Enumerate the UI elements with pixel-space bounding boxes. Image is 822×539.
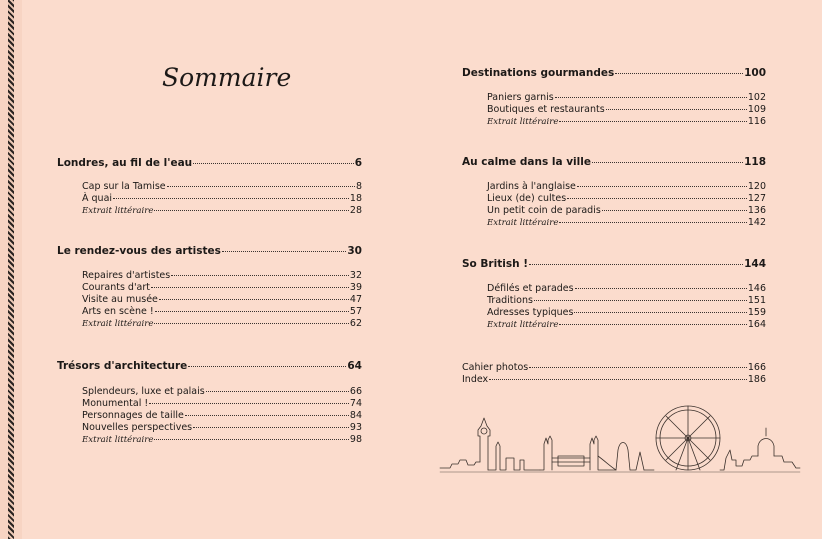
toc-entry[interactable]: À quai 18 <box>57 192 362 204</box>
page-title <box>160 54 292 98</box>
toc-entry[interactable]: Traditions 151 <box>462 294 766 306</box>
toc-entry[interactable]: Repaires d'artistes 32 <box>57 269 362 281</box>
toc-entry[interactable]: Boutiques et restaurants 109 <box>462 103 766 115</box>
toc-entry-literary[interactable]: Extrait littéraire 116 <box>462 115 766 127</box>
toc-entry[interactable]: Arts en scène ! 57 <box>57 305 362 317</box>
toc-entry-literary[interactable]: Extrait littéraire 164 <box>462 318 766 330</box>
london-skyline-illustration <box>440 400 800 480</box>
toc-left-section-1 <box>57 155 362 216</box>
toc-section-entry[interactable]: Le rendez-vous des artistes 30 <box>57 245 362 257</box>
spine-cord <box>8 0 14 539</box>
toc-appendix-entry[interactable]: Index 186 <box>462 373 766 385</box>
toc-entry-literary[interactable]: Extrait littéraire 98 <box>57 433 362 445</box>
toc-entry[interactable]: Cap sur la Tamise 8 <box>57 180 362 192</box>
toc-entry[interactable]: Personnages de taille 84 <box>57 409 362 421</box>
toc-right-section-1 <box>462 65 766 127</box>
toc-entry[interactable]: Défilés et parades 146 <box>462 282 766 294</box>
toc-entry[interactable]: Lieux (de) cultes 127 <box>462 192 766 204</box>
sommaire-script-title <box>160 54 292 98</box>
toc-left-section-3 <box>57 358 362 444</box>
toc-section-entry[interactable]: Destinations gourmandes 100 <box>462 67 766 79</box>
toc-section-entry[interactable]: So British ! 144 <box>462 258 766 270</box>
toc-entry[interactable]: Splendeurs, luxe et palais 66 <box>57 385 362 397</box>
toc-right-section-3 <box>462 256 766 330</box>
toc-entry[interactable]: Un petit coin de paradis 136 <box>462 204 766 216</box>
book-spine <box>0 0 22 539</box>
svg-text:Sommaire: Sommaire <box>162 63 292 92</box>
toc-entry-literary[interactable]: Extrait littéraire 142 <box>462 216 766 228</box>
toc-entry[interactable]: Paniers garnis 102 <box>462 91 766 103</box>
toc-entry[interactable]: Monumental ! 74 <box>57 397 362 409</box>
toc-entry[interactable]: Courants d'art 39 <box>57 281 362 293</box>
toc-entry[interactable]: Jardins à l'anglaise 120 <box>462 180 766 192</box>
toc-entry[interactable]: Adresses typiques 159 <box>462 306 766 318</box>
toc-appendix <box>462 361 766 385</box>
toc-section-entry[interactable]: Trésors d'architecture 64 <box>57 360 362 372</box>
toc-right-section-2 <box>462 154 766 228</box>
toc-entry[interactable]: Nouvelles perspectives 93 <box>57 421 362 433</box>
toc-entry-literary[interactable]: Extrait littéraire 28 <box>57 204 362 216</box>
toc-entry[interactable]: Visite au musée 47 <box>57 293 362 305</box>
toc-appendix-entry[interactable]: Cahier photos 166 <box>462 361 766 373</box>
toc-section-entry[interactable]: Au calme dans la ville 118 <box>462 156 766 168</box>
toc-left-section-2 <box>57 243 362 328</box>
toc-section-entry[interactable]: Londres, au fil de l'eau 6 <box>57 157 362 169</box>
toc-entry-literary[interactable]: Extrait littéraire 62 <box>57 317 362 329</box>
